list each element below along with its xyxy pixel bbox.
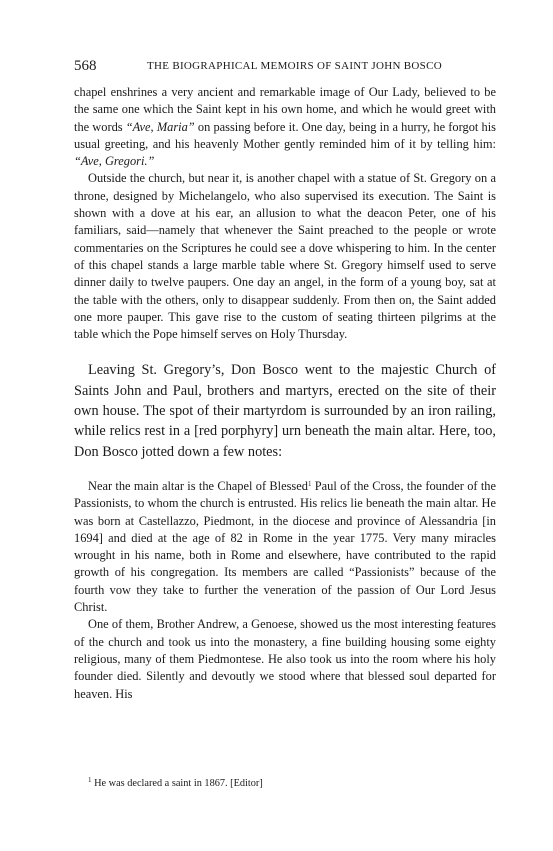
text-run: on passing before it. One day, being in a hurry, he forgot his usual greeting, and his heavenly Mother gently reminded him of it by telling him: [74,119,496,151]
paragraph-narrative: Leaving St. Gregory’s, Don Bosco went to the majestic Church of Saints John and Paul, brothers and martyrs, erected on the site of their own house. The spot of their martyrdom is surrounded by an iron railing, while relics rest in a [red porphyry] urn beneath the main altar. Here, too, Don Bosco jotted down a few notes: [74,362,496,460]
footnote-number: 1 [88,776,92,784]
page-header [74,58,494,78]
text-run: Near the main altar is the Chapel of Blessed [88,478,308,493]
italic-text: “Ave, Maria” [125,119,195,134]
text-run: Paul of the Cross, the founder of the Passionists, to whom the church is entrusted. His relics lie beneath the main altar. He was born at Castellazzo, Piedmont, in the diocese and province of Alessandria [in 1694] and died at the age of 82 in Rome in the year 1775. Very many miracles wrought in his name, both in Rome and elsewhere, have contributed to the rapid growth of his congregation. Its members are called “Passionists” because of the fourth vow they take to further the veneration of the passion of Our Lord Jesus Christ. [74,478,496,615]
italic-text: “Ave, Gregori.” [74,154,155,169]
section-gap [74,343,496,360]
footnote [88,778,508,789]
text-run: chapel enshrines a very ancient and remarkable image of Our Lady, believed to be the same one which the Saint kept in his own home, and which he would greet with the words [74,85,496,134]
paragraph-notes-passionists [74,478,496,616]
footnote-text: He was declared a saint in 1867. [Editor] [91,778,263,789]
paragraph-continued [74,84,496,170]
page-body [74,84,496,703]
running-title: THE BIOGRAPHICAL MEMOIRS OF SAINT JOHN BOSCO [147,60,442,72]
section-gap [74,462,496,478]
paragraph-notes-brother-andrew: One of them, Brother Andrew, a Genoese, showed us the most interesting features of the church and took us into the monastery, a fine building housing some eighty religious, many of them Piedmontese. He also took us into the room where his holy founder died. Silently and devoutly we stood where that blessed soul departed for heaven. His [74,617,496,701]
page-number: 568 [74,58,97,74]
footnote-marker[interactable]: 1 [307,479,312,488]
paragraph-st-gregory-chapel: Outside the church, but near it, is another chapel with a statue of St. Gregory on a throne, designed by Michelangelo, who also supervised its execution. The Saint is shown with a dove at his ear, an allusion to what the deacon Peter, one of his familiars, said—namely that whenever the Saint preached to the people or wrote commentaries on the Scriptures he could see a dove whispering to him. In the center of this chapel stands a large marble table where St. Gregory himself used to serve dinner daily to twelve paupers. One day an angel, in the form of a young boy, sat at the table with the others, only to disappear suddenly. From then on, the Saint added one more pauper. This gave rise to the custom of seating thirteen pilgrims at the table which the Pope himself serves on Holy Thursday. [74,171,496,342]
